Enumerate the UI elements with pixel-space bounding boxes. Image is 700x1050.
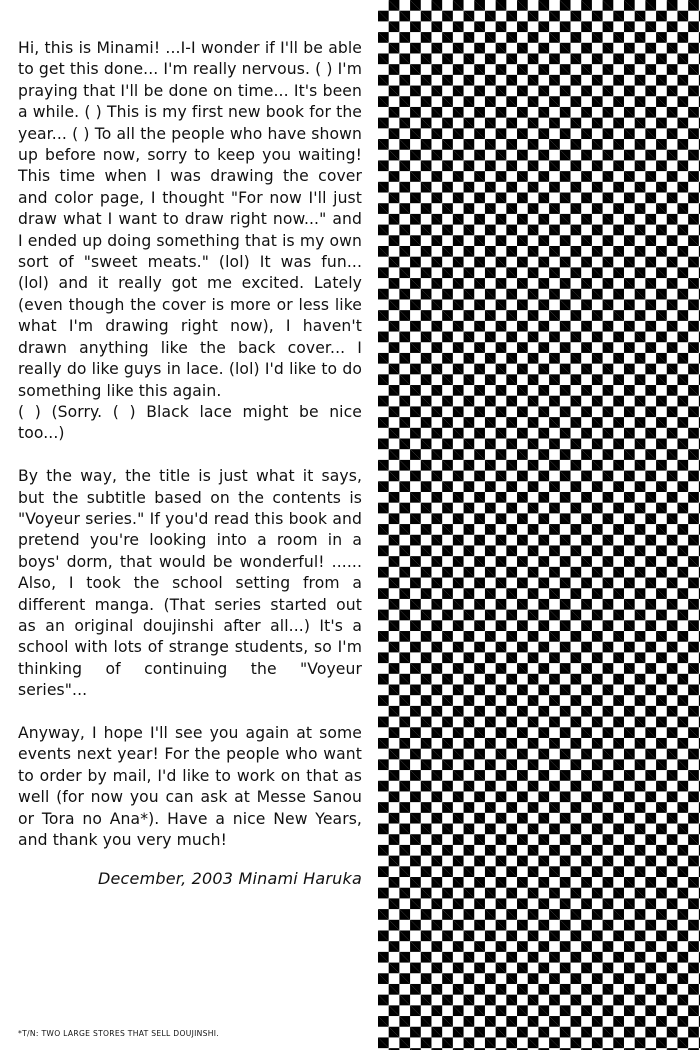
paragraph-spacer [18,702,362,723]
paragraph-spacer [18,445,362,466]
afterword-paragraph-1: Hi, this is Minami! ...I-I wonder if I'll be able to get this done... I'm really nervous. ( ) I'm praying that I'll be done on time... It's been a while. ( ) This is my first new book for the year... ( ) To all the people who have shown up before now, sorry to keep you waiting! This time when I was drawing the cover and color page, I thought "For now I'll just draw what I want to draw right now..." and I ended up doing something that is my own sort of "sweet meats." (lol) It was fun... (lol) and it really got me excited. Lately (even though the cover is more or less like what I'm drawing right now), I haven't drawn anything like the back cover... I really do like guys in lace. (lol) I'd like to do something like this again. ( ) (Sorry. ( ) Black lace might be nice too...) [18,39,362,443]
author-signature: December, 2003 Minami Haruka [97,869,362,889]
afterword-paragraph-2: By the way, the title is just what it says, but the subtitle based on the contents is "Voyeur series." If you'd read this book and pretend you're looking into a room in a boys' dorm, that would be wonderful! ...... Also, I took the school setting from a different manga. (That series started out as an original doujinshi after all...) It's a school with lots of strange students, so I'm thinking of continuing the "Voyeur series"... [18,467,362,700]
translator-footnote: *T/N: TWO LARGE STORES THAT SELL DOUJINSHI. [18,1029,220,1038]
checkerboard-pattern-panel [378,0,700,1050]
afterword-text-column [18,38,362,888]
afterword-paragraph-3: Anyway, I hope I'll see you again at some events next year! For the people who want to order by mail, I'd like to work on that as well (for now you can ask at Messe Sanou or Tora no Ana*). Have a nice New Years, and thank you very much! [18,723,362,849]
